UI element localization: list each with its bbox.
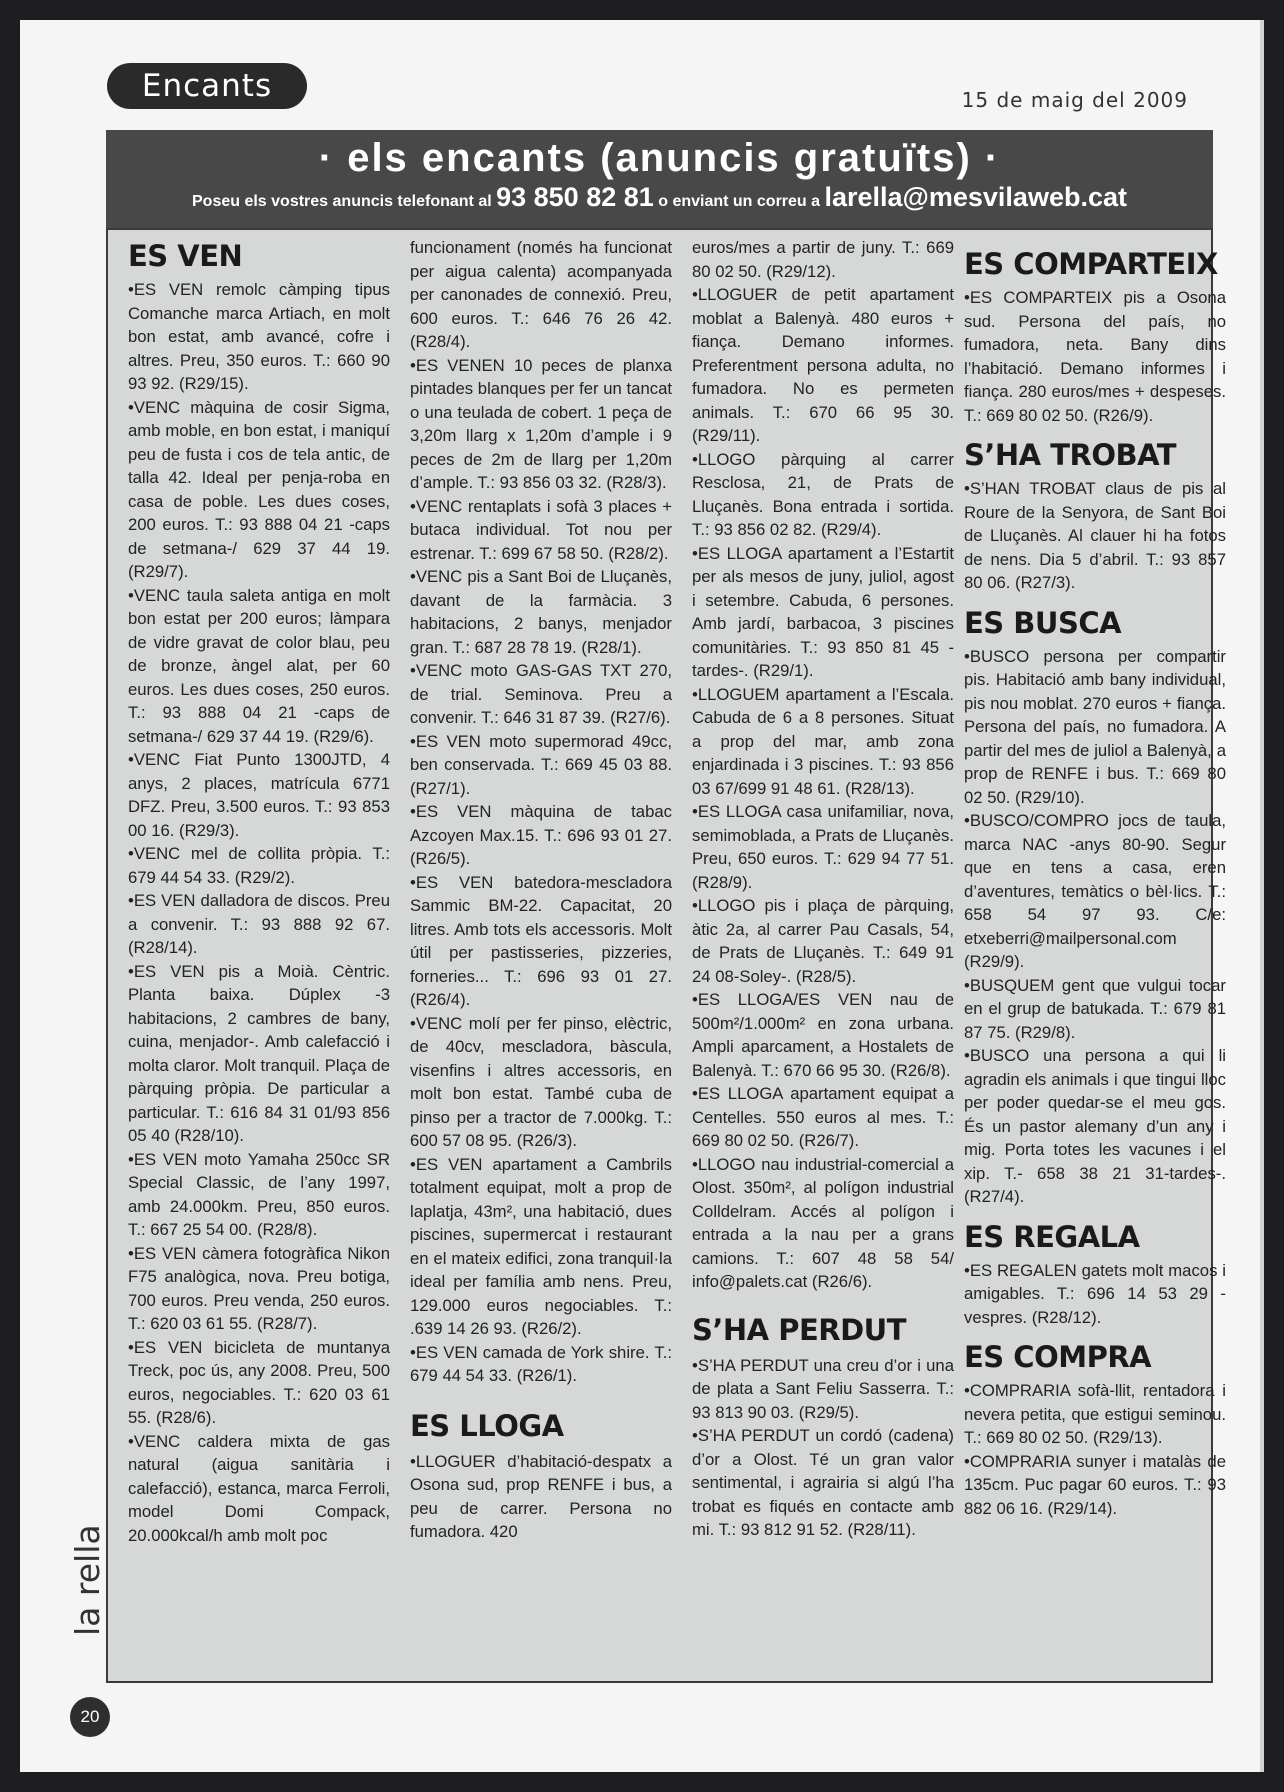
classified-ad: •S’HA PERDUT un cordó (cadena) d’or a Olost. Té un gran valor sentimental, i agrairia si algú l’ha trobat es fiqués en contacte amb mi. T.: 93 812 91 52. (R28/11). — [692, 1426, 954, 1539]
publication-name: la rella — [68, 1524, 107, 1636]
classified-ad: •ES VENEN 10 peces de planxa pintades blanques per fer un tancat o una teulada de cobert. 1 peça de 3,20m llarg x 1,20m d’ample i 9 peces de 2m de llarg per 1,20m d’ample. T.: 93 856 03 32. (R28/3). — [410, 355, 672, 492]
section-title: Encants — [107, 63, 307, 109]
classified-ad: •VENC rentaplats i sofà 3 places + butaca individual. Tot nou per estrenar. T.: 699 67 58 50. (R28/2). — [410, 496, 672, 563]
classified-ad: •ES VEN càmera fotogràfica Nikon F75 analògica, nova. Preu botiga, 700 euros. Preu venda, 250 euros. T.: 620 03 61 55. (R28/7). — [128, 1243, 390, 1333]
classified-ad: •ES VEN moto Yamaha 250cc SR Special Classic, de l’any 1997, amb 24.000km. Preu, 850 euros. T.: 667 25 54 00. (R28/8). — [128, 1149, 390, 1239]
banner-sub-mid: o enviant un correu a — [658, 193, 821, 210]
classified-ad: •ES VEN batedora-mescladora Sammic BM-22. Capacitat, 20 litres. Amb tots els accessoris. Molt útil per pastisseries, pizzeries, forneries... T.: 696 93 01 27. (R26/4). — [410, 872, 672, 1009]
classifieds-banner — [106, 130, 1213, 228]
classified-ad: •ES LLOGA apartament a l’Estartit per als mesos de juny, juliol, agost i setembre. Cabuda, 6 persones. Amb jardí, barbacoa, 3 piscines comunitàries. T.: 93 850 81 45 -tardes-. (R29/1). — [692, 543, 954, 680]
banner-subtitle — [106, 182, 1213, 213]
issue-date: 15 de maig del 2009 — [961, 88, 1188, 112]
classified-ad: •VENC molí per fer pinso, elèctric, de 40cv, mescladora, bàscula, visenfins i altres accessoris, en molt bon estat. També cuba de pinso per a tractor de 7.000kg. T.: 600 57 08 95. (R26/3). — [410, 1013, 672, 1150]
classified-ad: •ES VEN pis a Moià. Cèntric. Planta baixa. Dúplex -3 habitacions, 2 cambres de bany, cuina, menjador-. Amb calefacció i molta claror. Molt tranquil. Plaça de pàrquing pròpia. De particular a particular. T.: 616 84 31 01/93 856 05 40 (R28/10). — [128, 961, 390, 1145]
classified-ad: •BUSCO persona per compartir pis. Habitació amb bany individual, pis nou moblat. 270 euros + fiança. Persona del país, no fumadora. A partir del mes de juliol a Balenyà, a prop de RENFE i bus. T.: 669 80 02 50. (R29/10). — [964, 646, 1226, 807]
classified-ad: •ES VEN apartament a Cambrils totalment equipat, molt a prop de laplatja, 43m², una habitació, dues piscines, supermercat i restaurant en el mateix edifici, zona tranquil·la ideal per família amb nens. Preu, 129.000 euros negociables. T.: .639 14 26 93. (R26/2). — [410, 1154, 672, 1338]
section-heading: ES COMPARTEIX — [964, 247, 1218, 281]
classified-ad: •LLOGUER de petit apartament moblat a Balenyà. 480 euros + fiança. Demano informes. Preferentment persona adulta, no fumadora. No es permeten animals. T.: 670 66 95 30. (R29/11). — [692, 285, 954, 445]
banner-sub-pre: Poseu els vostres anuncis telefonant al — [192, 193, 492, 210]
section-heading: ES REGALA — [964, 1219, 1140, 1254]
classified-ad: •LLOGUER d’habitació-despatx a Osona sud, prop RENFE i bus, a peu de carrer. Persona no fumadora. 420 — [410, 1451, 672, 1541]
classified-ad: •LLOGO pàrquing al carrer Resclosa, 21, de Prats de Lluçanès. Bona entrada i sortida. T.: 93 856 02 82. (R29/4). — [692, 449, 954, 539]
section-heading: ES BUSCA — [964, 605, 1122, 640]
classified-ad: •COMPRARIA sofà-llit, rentadora i nevera petita, que estigui seminou. T.: 669 80 02 50. (R29/13). — [964, 1381, 1226, 1447]
classified-ad: •BUSQUEM gent que vulgui tocar en el grup de batukada. T.: 679 81 87 75. (R29/8). — [964, 975, 1226, 1042]
banner-email: larella@mesvilaweb.cat — [824, 182, 1127, 212]
classified-ad: •LLOGO nau industrial-comercial a Olost. 350m², al polígon industrial Colldelram. Accés al polígon i entrada a la nau per a grans camions. T.: 607 48 58 54/ info@palets.cat (R26/6). — [692, 1154, 954, 1291]
classified-ad: •ES LLOGA/ES VEN nau de 500m²/1.000m² en zona urbana. Ampli aparcament, a Hostalets de Balenyà. T.: 670 66 95 30. (R26/8). — [692, 990, 954, 1080]
section-heading: S’HA PERDUT — [692, 1312, 907, 1347]
section-heading: S’HA TROBAT — [964, 438, 1177, 472]
classified-ad: funcionament (només ha funcionat per aigua calenta) acompanyada per canonades de connexió. Preu, 600 euros. T.: 646 76 26 42. (R28/4). — [410, 238, 672, 351]
classified-ad: •ES VEN moto supermorad 49cc, ben conservada. T.: 669 45 03 88. (R27/1). — [410, 731, 672, 798]
classified-ad: •BUSCO una persona a qui li agradin els animals i que tingui lloc per poder quedar-se el meu gos. És un pastor alemany d’un any i mig. Porta totes les vacunes i el xip. T.- 658 38 21 31-tardes-. (R27/4). — [964, 1046, 1226, 1206]
classified-ad: •VENC moto GAS-GAS TXT 270, de trial. Seminova. Preu a convenir. T.: 646 31 87 39. (R27/6). — [410, 661, 672, 727]
section-heading: ES COMPRA — [964, 1340, 1152, 1374]
classified-ads-box — [106, 228, 1226, 1683]
classified-ad: •ES VEN bicicleta de muntanya Treck, poc ús, any 2008. Preu, 500 euros, negociables. T.: 620 03 61 55. (R28/6). — [128, 1337, 390, 1427]
classified-ad: •ES LLOGA casa unifamiliar, nova, semimoblada, a Prats de Lluçanès. Preu, 650 euros. T.: 629 94 77 51. (R28/9). — [692, 802, 954, 892]
classified-ad: •VENC Fiat Punto 1300JTD, 4 anys, 2 places, matrícula 6771 DFZ. Preu, 3.500 euros. T.: 93 853 00 16. (R29/3). — [128, 750, 390, 840]
classified-ad: •ES VEN camada de York shire. T.: 679 44 54 33. (R26/1). — [410, 1342, 672, 1385]
classified-ad: euros/mes a partir de juny. T.: 669 80 02 50. (R29/12). — [692, 238, 954, 281]
classified-ad: •VENC màquina de cosir Sigma, amb moble, en bon estat, i maniquí peu de fusta i cos de tela antic, de talla 42. Ideal per penja-roba en casa de poble. Les dues coses, 200 euros. T.: 93 888 04 21 -caps de setmana-/ 629 37 44 19. (R29/7). — [128, 397, 390, 581]
classified-ad: •ES LLOGA apartament equipat a Centelles. 550 euros al mes. T.: 669 80 02 50. (R26/7). — [692, 1084, 954, 1150]
classified-ad: •ES REGALEN gatets molt macos i amigables. T.: 696 14 53 29 -vespres. (R28/12). — [964, 1260, 1226, 1327]
classified-ad: •BUSCO/COMPRO jocs de taula, marca NAC -anys 80-90. Segur que en tens a casa, eren d’aventures, temàtics o bèl·lics. T.: 658 54 97 93. C/e: etxeberri@mailpersonal.com (R29/9). — [964, 811, 1226, 971]
ads-column-2 — [410, 236, 672, 1544]
classified-ad: •ES VEN màquina de tabac Azcoyen Max.15. T.: 696 93 01 27. (R26/5). — [410, 802, 672, 868]
section-heading: ES LLOGA — [410, 1408, 564, 1443]
ads-column-1 — [128, 236, 390, 1547]
ads-column-4 — [964, 236, 1226, 1520]
classified-ad: •COMPRARIA sunyer i matalàs de 135cm. Puc pagar 60 euros. T.: 93 882 06 16. (R29/14). — [964, 1451, 1226, 1518]
page-number: 20 — [70, 1697, 110, 1737]
section-heading: ES VEN — [128, 239, 243, 273]
banner-title: · els encants (anuncis gratuïts) · — [318, 136, 1001, 180]
classified-ad: •LLOGO pis i plaça de pàrquing, àtic 2a, al carrer Pau Casals, 54, de Prats de Lluçanès. T.: 649 91 24 08-Soley-. (R28/5). — [692, 896, 954, 986]
ads-column-3 — [692, 236, 954, 1542]
classified-ad: •S’HA PERDUT una creu d’or i una de plata a Sant Feliu Sasserra. T.: 93 813 90 03. (R29/5). — [692, 1355, 954, 1422]
banner-phone: 93 850 82 81 — [496, 182, 654, 212]
classified-ad: •ES VEN remolc càmping tipus Comanche marca Artiach, en molt bon estat, amb avancé, cofre i altres. Preu, 350 euros. T.: 660 90 93 92. (R29/15). — [128, 280, 390, 393]
classified-ad: •ES COMPARTEIX pis a Osona sud. Persona del país, no fumadora, neta. Bany dins l’habitació. Demano informes i fiança. 280 euros/mes + despeses. T.: 669 80 02 50. (R26/9). — [964, 288, 1226, 425]
classified-ad: •VENC taula saleta antiga en molt bon estat per 200 euros; làmpara de vidre gravat de color blau, peu de bronze, àngel alat, per 60 euros. Les dues coses, 250 euros. T.: 93 888 04 21 -caps de setmana-/ 629 37 44 19. (R29/6). — [128, 585, 390, 746]
classified-ad: •VENC caldera mixta de gas natural (aigua sanitària i calefacció), estanca, marca Ferroli, model Domi Compack, 20.000kcal/h amb molt poc — [128, 1431, 390, 1545]
classified-ad: •VENC pis a Sant Boi de Lluçanès, davant de la farmàcia. 3 habitacions, 2 banys, menjador gran. T.: 687 28 78 19. (R28/1). — [410, 567, 672, 657]
classified-ad: •S’HAN TROBAT claus de pis al Roure de la Senyora, de Sant Boi de Lluçanès. Al clauer hi ha fotos de nens. Dia 5 d’abril. T.: 93 857 80 06. (R27/3). — [964, 479, 1226, 592]
classified-ad: •VENC mel de collita pròpia. T.: 679 44 54 33. (R29/2). — [128, 844, 390, 887]
classified-ad: •LLOGUEM apartament a l’Escala. Cabuda de 6 a 8 persones. Situat a prop del mar, amb zona enjardinada i 3 piscines. T.: 93 856 03 67/699 91 48 61. (R28/13). — [692, 684, 954, 798]
classified-ad: •ES VEN dalladora de discos. Preu a convenir. T.: 93 888 92 67. (R28/14). — [128, 891, 390, 957]
